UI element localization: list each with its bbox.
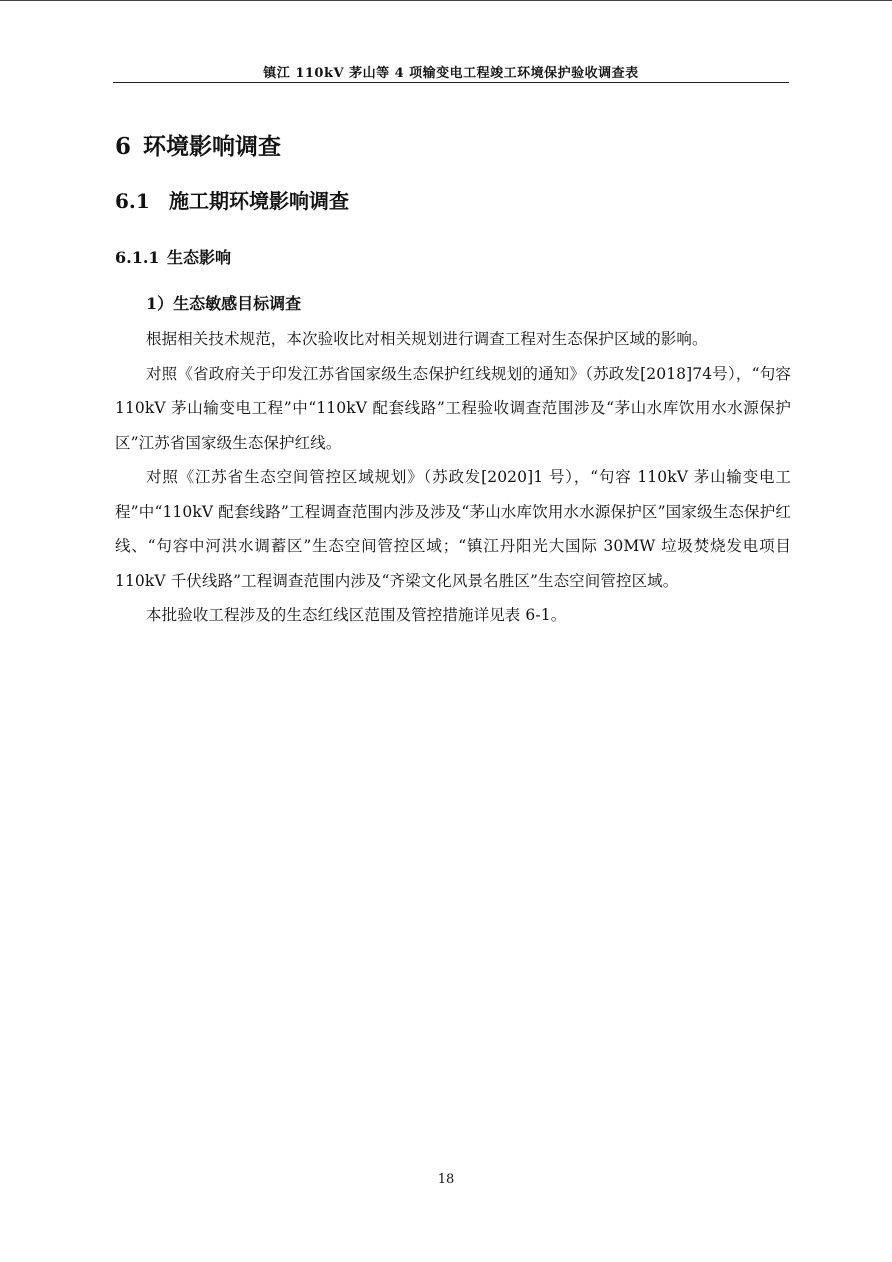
page-top-border <box>0 0 892 1</box>
subsubsection-heading <box>115 245 231 268</box>
paragraph: 对照《江苏省生态空间管控区域规划》（苏政发[2020]1 号），“句容 110kV 茅山输变电工程”中“110kV 配套线路”工程调查范围内涉及涉及“茅山水库饮用水水源保护区”国家级生态保护红线、“句容中河洪水调蓄区”生态空间管控区域；“镇江丹阳光大国际 30MW 垃圾焚烧发电项目 110kV 千伏线路”工程调查范围内涉及“齐梁文化风景名胜区”生态空间管控区域。 <box>115 468 791 590</box>
subsection-heading <box>115 185 349 214</box>
paragraph: 本批验收工程涉及的生态红线区范围及管控措施详见表 6-1。 <box>146 606 567 624</box>
subsection-number: 6.1 <box>115 189 150 213</box>
subsection-title: 施工期环境影响调查 <box>169 189 349 213</box>
section-title: 环境影响调查 <box>143 133 281 160</box>
subsubsection-title: 生态影响 <box>167 248 232 267</box>
item-heading: 1）生态敏感目标调查 <box>146 294 302 313</box>
header-rule <box>113 82 789 83</box>
body-text <box>115 322 791 633</box>
page-number: 18 <box>437 1172 455 1187</box>
running-header: 镇江 110kV 茅山等 4 项输变电工程竣工环境保护验收调查表 <box>263 66 639 81</box>
section-number: 6 <box>115 133 132 160</box>
paragraph: 根据相关技术规范，本次验收比对相关规划进行调查工程对生态保护区域的影响。 <box>146 330 708 348</box>
section-heading <box>115 128 281 161</box>
paragraph: 对照《省政府关于印发江苏省国家级生态保护红线规划的通知》（苏政发[2018]74号），“句容 110kV 茅山输变电工程”中“110kV 配套线路”工程验收调查范围涉及“茅山水库饮用水水源保护区”江苏省国家级生态保护红线。 <box>115 364 791 452</box>
subsubsection-number: 6.1.1 <box>115 248 160 267</box>
